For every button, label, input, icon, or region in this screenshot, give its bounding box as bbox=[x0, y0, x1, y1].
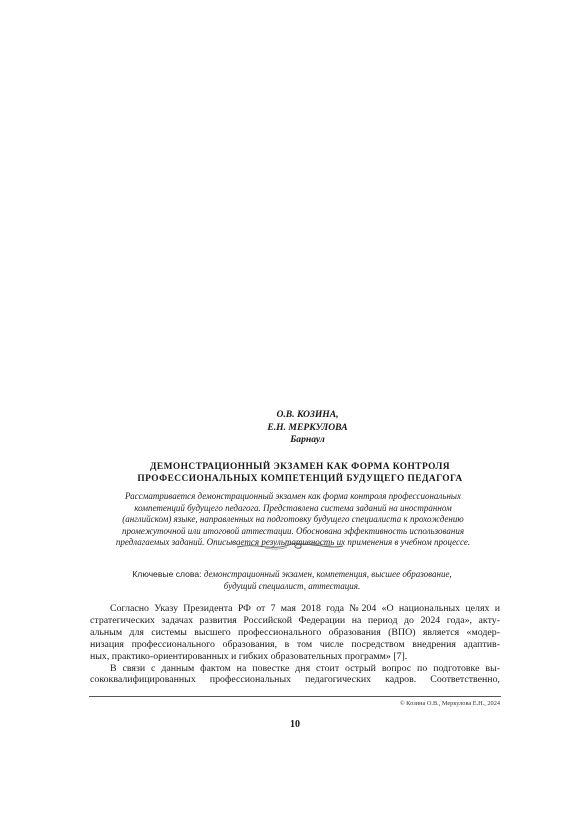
body-line-6: В связи с данным фактом на повестке дня стоит острый вопрос по подготовке вы- bbox=[110, 662, 500, 674]
article-title bbox=[0, 462, 580, 485]
keywords-line-2: будущий специалист, аттестация. bbox=[223, 580, 361, 591]
body-line-2: стратегических задачах развития Российской Федерации на период до 2024 года», акту- bbox=[90, 614, 500, 626]
body-line-5: ных, практико-ориентированных и гибких образовательных программ» [7]. bbox=[90, 650, 408, 662]
abstract-line-2: компетенций будущего педагога. Представлена система заданий на иностранном bbox=[134, 502, 452, 513]
author-merkulova: Е.Н. МЕРКУЛОВА bbox=[267, 421, 348, 433]
abstract-line-3: (английском) языке, направленных на подготовку будущего специалиста к прохождению bbox=[122, 514, 464, 525]
body-text bbox=[90, 603, 500, 686]
author-kozina: О.В. КОЗИНА, bbox=[276, 409, 339, 420]
abstract-line-4: промежуточной или итоговой аттестации. Обоснована эффективность использования bbox=[121, 525, 465, 536]
title-line-1: ДЕМОНСТРАЦИОННЫЙ ЭКЗАМЕН КАК ФОРМА КОНТРОЛЯ bbox=[149, 462, 451, 472]
author-city: Барнаул bbox=[290, 434, 325, 445]
body-line-1: Согласно Указу Президента РФ от 7 мая 2018 года №204 «О национальных целях и bbox=[110, 603, 500, 614]
authors-block bbox=[0, 409, 580, 447]
keywords-label: Ключевые слова: bbox=[132, 569, 202, 579]
abstract-line-5: предлагаемых заданий. Описывается результативность их применения в учебном процессе. bbox=[115, 537, 471, 548]
keywords-block bbox=[122, 569, 462, 593]
ornament-divider-icon bbox=[235, 540, 345, 552]
keywords-line-1: демонстрационный экзамен, компетенция, высшее образование, bbox=[203, 569, 452, 579]
body-line-7: сококвалифицированных профессиональных педагогических кадров. Соответственно, bbox=[90, 674, 500, 686]
body-line-4: низация профессионального образования, в том числе посредством внедрения адаптив- bbox=[90, 638, 500, 650]
copyright-notice: © Козина О.В., Меркулова Е.Н., 2024 bbox=[399, 700, 500, 707]
title-line-2: ПРОФЕССИОНАЛЬНЫХ КОМПЕТЕНЦИЙ БУДУЩЕГО ПЕДАГОГА bbox=[137, 473, 463, 484]
abstract-line-1: Рассматривается демонстрационный экзамен как форма контроля профессиональных bbox=[125, 491, 461, 501]
footer-divider bbox=[89, 696, 501, 697]
body-line-3: альным для системы высшего профессионального образования (ВПО) является «модер- bbox=[90, 626, 500, 638]
page-number: 10 bbox=[290, 719, 300, 730]
